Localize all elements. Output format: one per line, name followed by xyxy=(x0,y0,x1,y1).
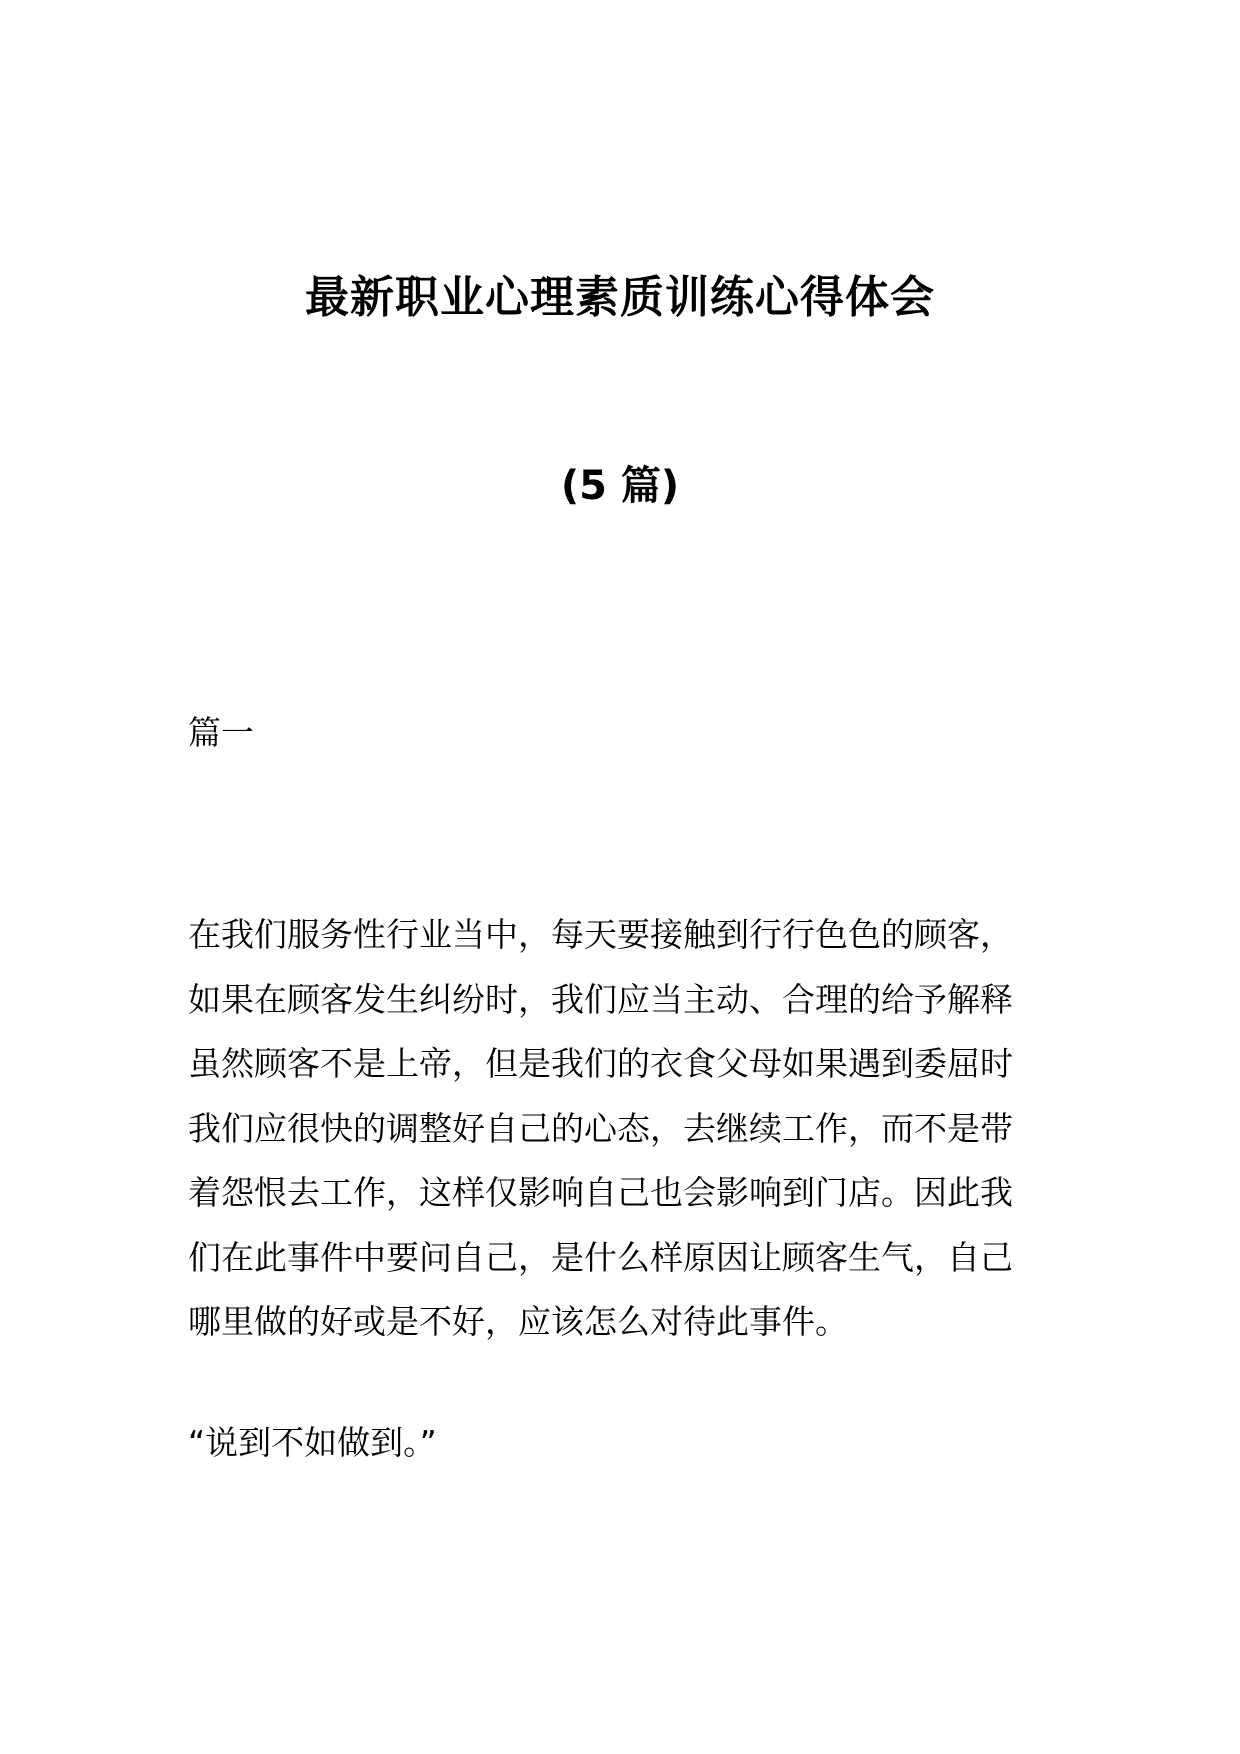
document-subtitle: (5 篇) xyxy=(560,463,680,509)
body-paragraph xyxy=(188,903,1068,1355)
paragraph-line: 着怨恨去工作，这样仅影响自己也会影响到门店。因此我 xyxy=(188,1173,1013,1212)
paragraph-line: 在我们服务性行业当中，每天要接触到行行色色的顾客， xyxy=(188,915,1013,954)
section-heading: 篇一 xyxy=(188,713,254,752)
paragraph-line: 如果在顾客发生纠纷时，我们应当主动、合理的给予解释 xyxy=(188,979,1013,1019)
paragraph-line: 们在此事件中要问自己，是什么样原因让顾客生气，自己 xyxy=(188,1237,1013,1277)
paragraph-line: 哪里做的好或是不好，应该怎么对待此事件。 xyxy=(188,1302,848,1341)
paragraph-line: 我们应很快的调整好自己的心态，去继续工作，而不是带 xyxy=(188,1108,1013,1148)
paragraph-line: 虽然顾客不是上帝，但是我们的衣食父母如果遇到委屈时 xyxy=(188,1044,1013,1083)
quote-paragraph: “说到不如做到。” xyxy=(188,1423,437,1462)
document-title: 最新职业心理素质训练心得体会 xyxy=(305,272,935,323)
